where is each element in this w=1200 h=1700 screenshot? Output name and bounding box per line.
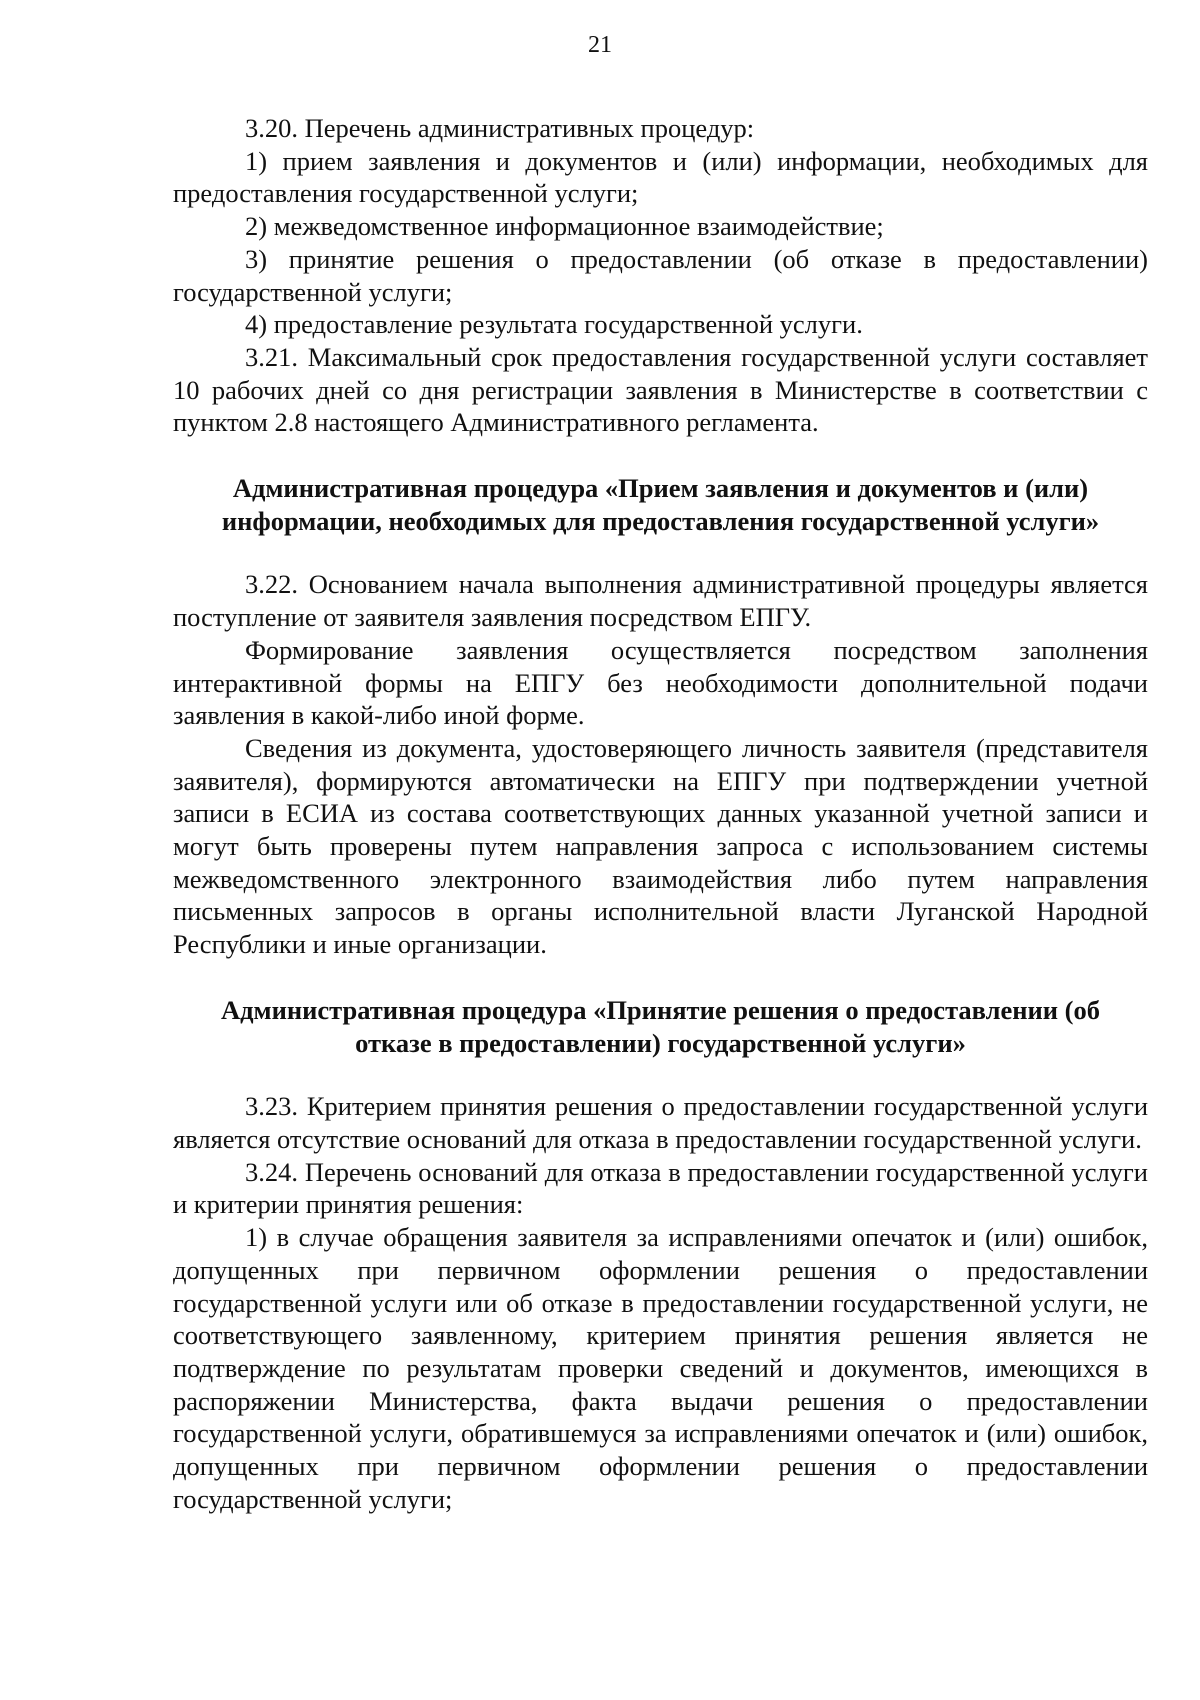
list-item-refusal-1: 1) в случае обращения заявителя за исправлениями опечаток и (или) ошибок, допущенных при первичном оформлении решения о предоставлении государственной услуги или об отказе в предоставлении государственной услуги, не соответствующего заявленному, критерием принятия решения является не подтверждение по результатам проверки сведений и документов, имеющихся в распоряжении Министерства, факта выдачи решения о предоставлении государственной услуги, обратившемуся за исправлениями опечаток и (или) ошибок, допущенных при первичном оформлении решения о предоставлении государственной услуги; <box>173 1222 1148 1514</box>
document-body <box>173 112 1148 1515</box>
section-heading-reception: Административная процедура «Прием заявления и документов и (или) информации, необходимых для предоставления государственной услуги» <box>221 473 1100 536</box>
spacer <box>173 1059 1148 1090</box>
list-item-4: 4) предоставление результата государственной услуги. <box>245 309 863 340</box>
page-number: 21 <box>588 32 612 58</box>
paragraph-3-22: 3.22. Основанием начала выполнения административной процедуры является поступление от заявителя заявления посредством ЕПГУ. <box>173 569 1148 633</box>
section-heading-decision: Административная процедура «Принятие решения о предоставлении (об отказе в предоставлении) государственной услуги» <box>220 994 1101 1058</box>
paragraph-form: Формирование заявления осуществляется посредством заполнения интерактивной формы на ЕПГУ без необходимости дополнительной подачи заявления в какой-либо иной форме. <box>173 634 1148 731</box>
list-item-2: 2) межведомственное информационное взаимодействие; <box>245 211 884 242</box>
paragraph-3-21: 3.21. Максимальный срок предоставления государственной услуги составляет 10 рабочих дней со дня регистрации заявления в Министерстве в соответствии с пунктом 2.8 настоящего Административного регламента. <box>173 341 1148 438</box>
paragraph-3-20: 3.20. Перечень административных процедур: <box>245 113 755 143</box>
spacer <box>173 961 1148 994</box>
paragraph-3-24: 3.24. Перечень оснований для отказа в предоставлении государственной услуги и критерии принятия решения: <box>173 1156 1148 1220</box>
spacer <box>173 537 1148 568</box>
paragraph-3-23: 3.23. Критерием принятия решения о предоставлении государственной услуги является отсутствие оснований для отказа в предоставлении государственной услуги. <box>173 1091 1148 1154</box>
paragraph-identity: Сведения из документа, удостоверяющего личность заявителя (представителя заявителя), формируются автоматически на ЕПГУ при подтверждении учетной записи в ЕСИА из состава соответствующих данных указанной учетной записи и могут быть проверены путем направления запроса с использованием системы межведомственного электронного взаимодействия либо путем направления письменных запросов в органы исполнительной власти Луганской Народной Республики и иные организации. <box>173 732 1148 960</box>
list-item-3: 3) принятие решения о предоставлении (об отказе в предоставлении) государственной услуги; <box>173 243 1148 307</box>
list-item-1: 1) прием заявления и документов и (или) информации, необходимых для предоставления государственной услуги; <box>173 145 1148 209</box>
spacer <box>173 439 1148 472</box>
